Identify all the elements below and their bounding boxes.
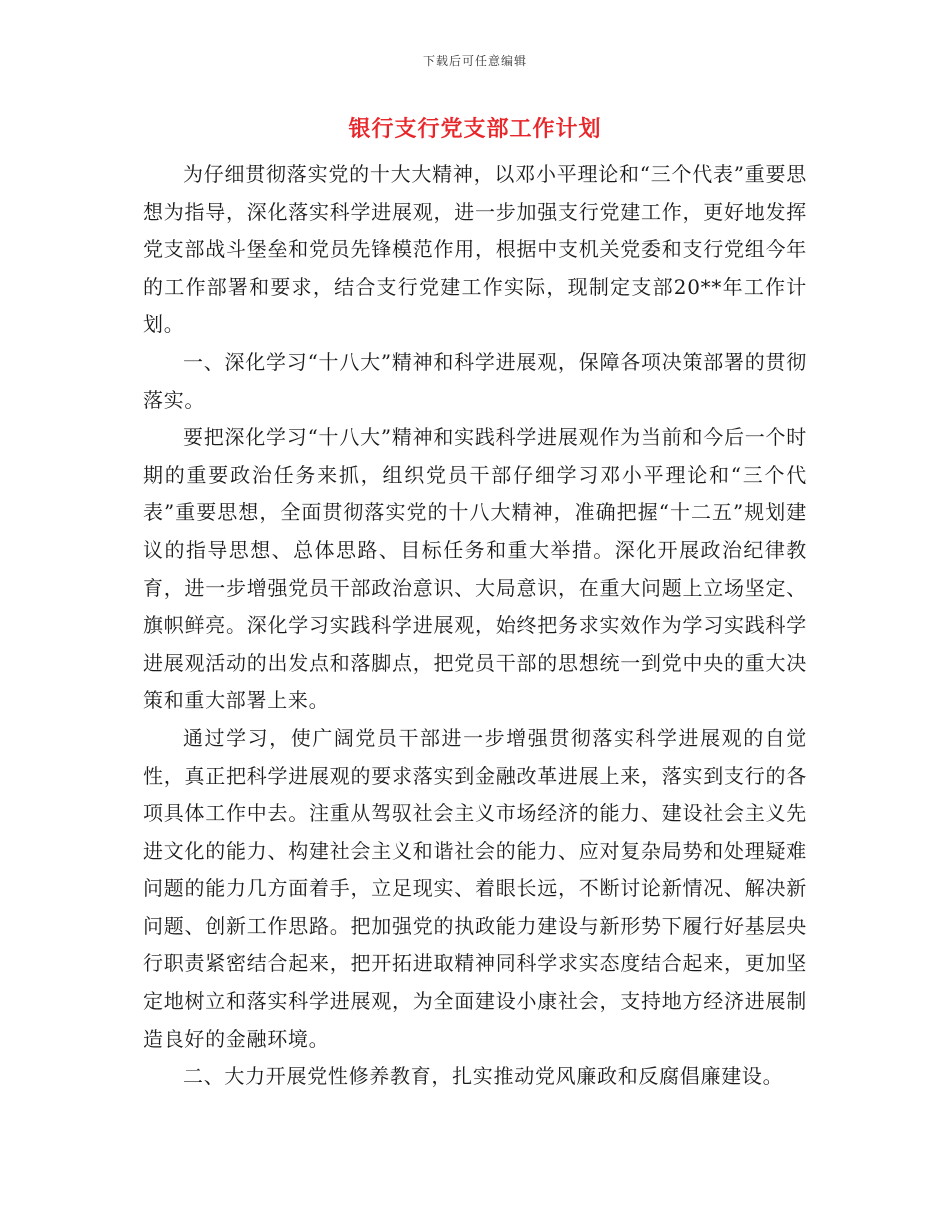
document-title: 银行支行党支部工作计划 (348, 116, 602, 142)
paragraph-learning-outcome: 通过学习，使广阔党员干部进一步增强贯彻落实科学进展观的自觉性，真正把科学进展观的要求落实到金融改革进展上来，落实到支行的各项具体工作中去。注重从驾驭社会主义市场经济的能力、建设社会主义先进文化的能力、构建社会主义和谐社会的能力、应对复杂局势和处理疑难问题的能力几方面着手，立足现实、着眼长远，不断讨论新情况、解决新问题、创新工作思路。把加强党的执政能力建设与新形势下履行好基层央行职责紧密结合起来，把开拓进取精神同科学求实态度结合起来，更加坚定地树立和落实科学进展观，为全面建设小康社会，支持地方经济进展制造良好的金融环境。 (143, 725, 807, 1051)
header-note: 下载后可任意编辑 (422, 54, 527, 68)
paragraph-intro: 为仔细贯彻落实党的十大大精神，以邓小平理论和“三个代表”重要思想为指导，深化落实科学进展观，进一步加强支行党建工作，更好地发挥党支部战斗堡垒和党员先锋模范作用，根据中支机关党委和支行党组今年的工作部署和要求，结合支行党建工作实际，现制定支部20**年工作计划。 (143, 162, 807, 337)
section-heading-2: 二、大力开展党性修养教育，扎实推动党风廉政和反腐倡廉建设。 (183, 1064, 784, 1089)
document-body (143, 156, 807, 1096)
section-heading-1: 一、深化学习“十八大”精神和科学进展观，保障各项决策部署的贯彻落实。 (143, 349, 807, 412)
paragraph-study: 要把深化学习“十八大”精神和实践科学进展观作为当前和今后一个时期的重要政治任务来抓，组织党员干部仔细学习邓小平理论和“三个代表”重要思想，全面贯彻落实党的十八大精神，准确把握“十二五”规划建议的指导思想、总体思路、目标任务和重大举措。深化开展政治纪律教育，进一步增强党员干部政治意识、大局意识，在重大问题上立场坚定、旗帜鲜亮。深化学习实践科学进展观，始终把务求实效作为学习实践科学进展观活动的出发点和落脚点，把党员干部的思想统一到党中央的重大决策和重大部署上来。 (143, 425, 807, 713)
